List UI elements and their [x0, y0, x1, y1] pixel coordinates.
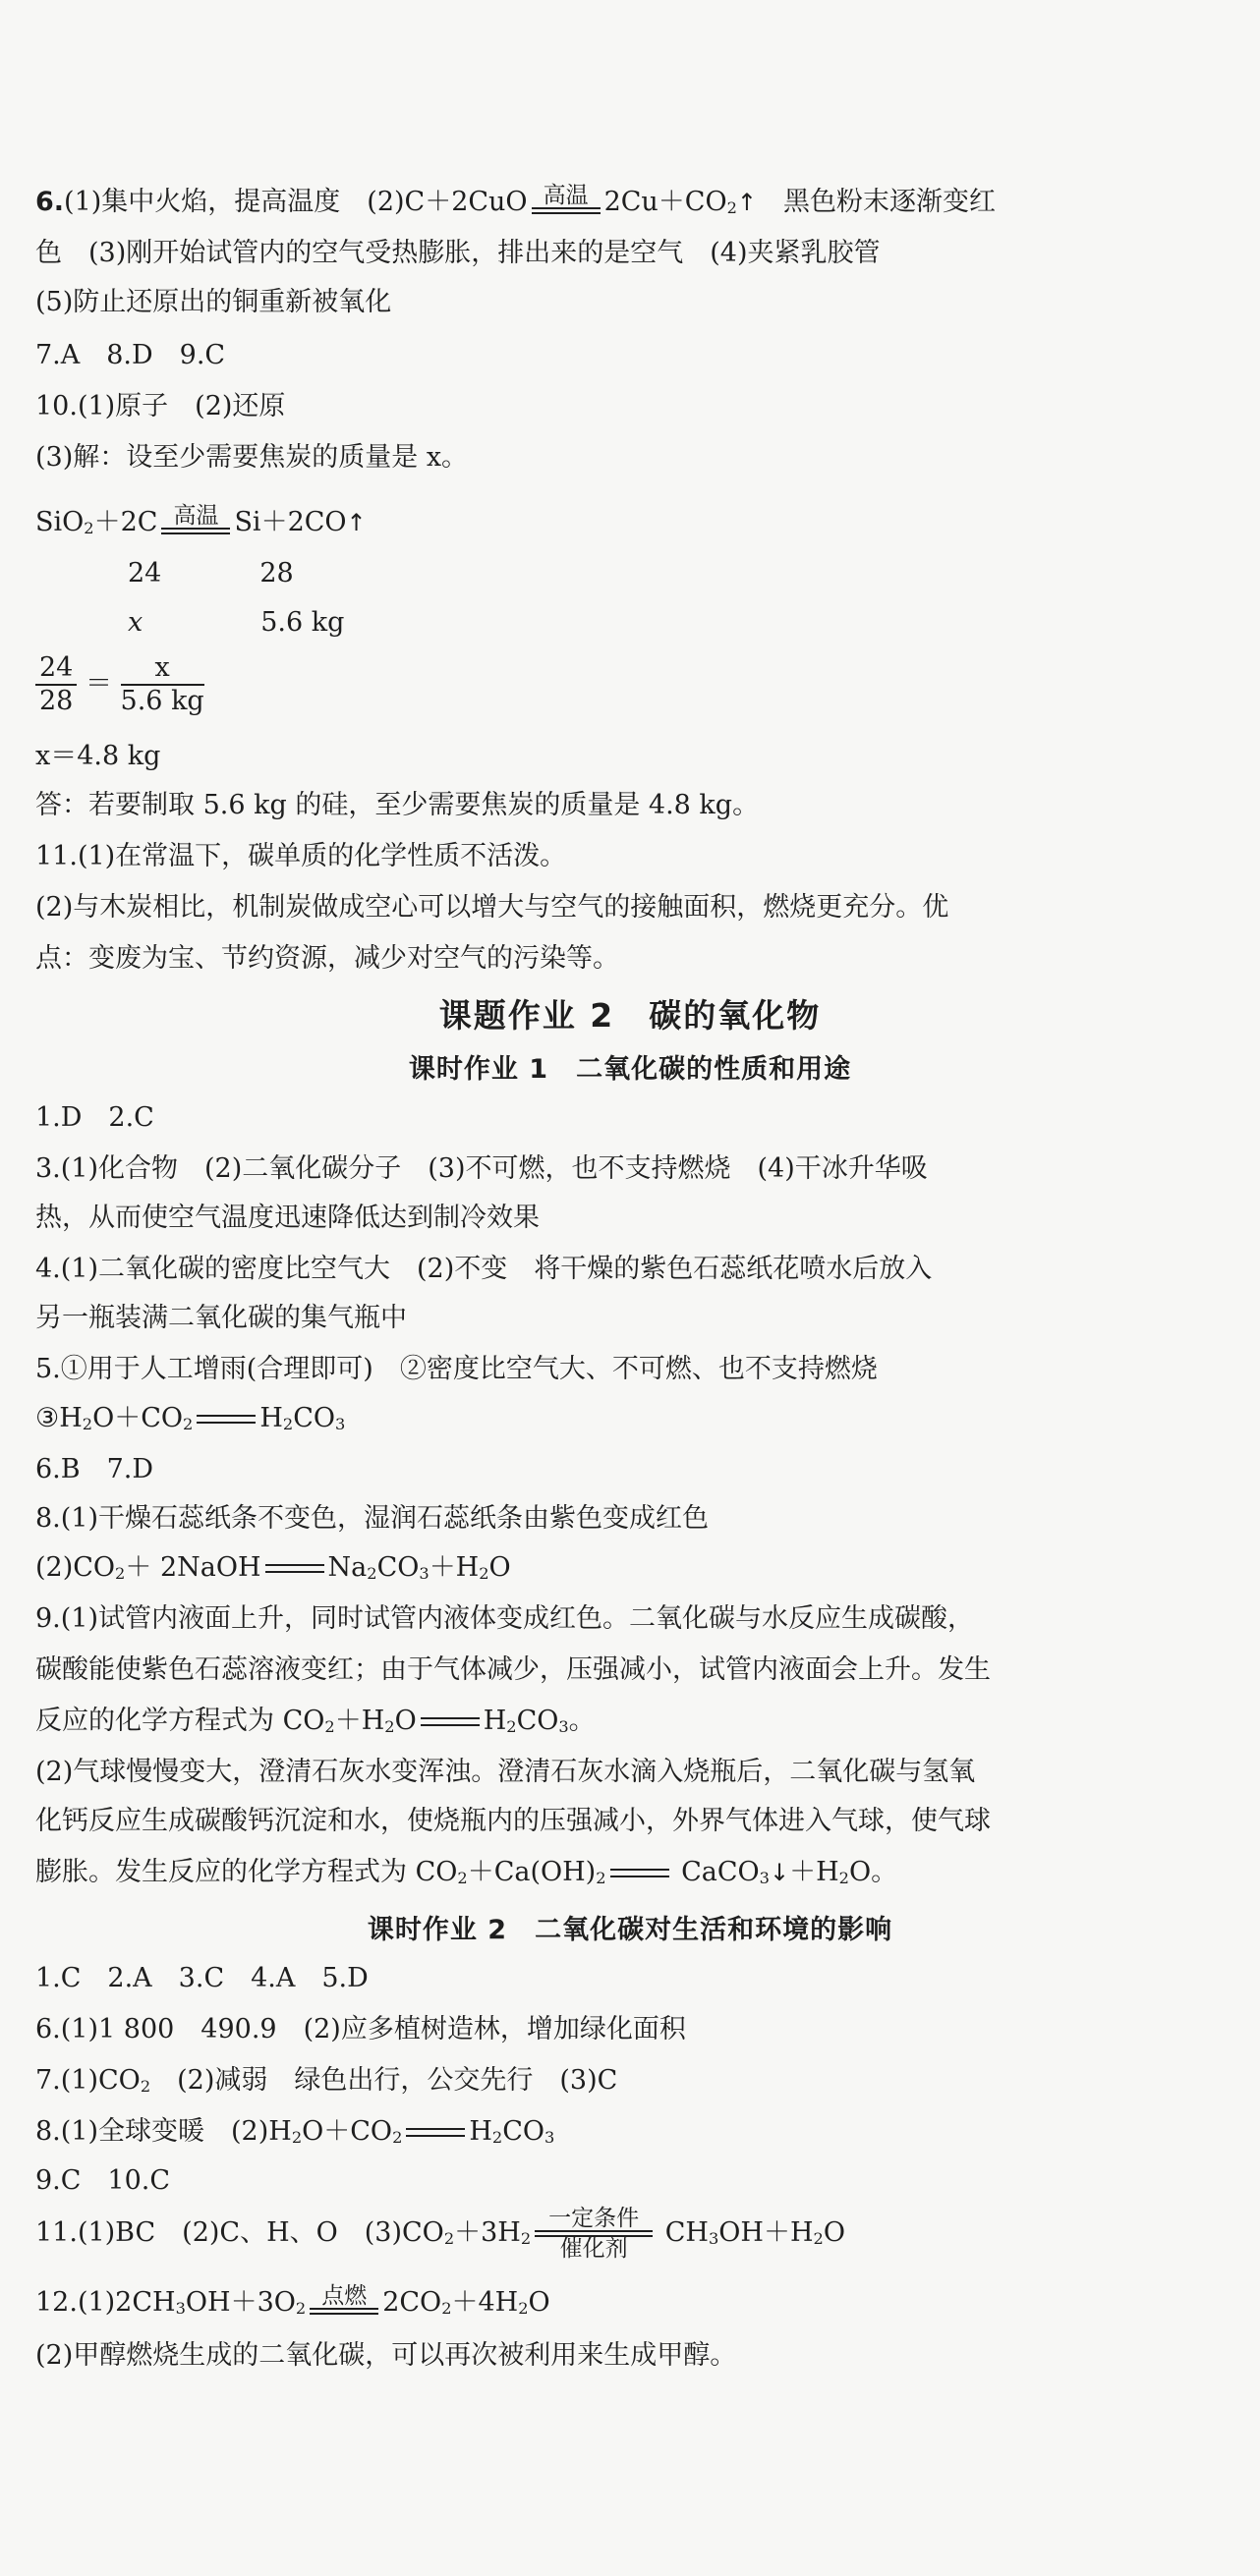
condition-high-temp: 高温 — [532, 184, 601, 214]
answer-11-line3: 点：变废为宝、节约资源，减少对空气的污染等。 — [35, 943, 619, 974]
t-answer-12-line2: (2)甲醇燃烧生成的二氧化碳，可以再次被利用来生成甲醇。 — [35, 2340, 737, 2371]
lesson-heading-1: 课时作业 1 二氧化碳的性质和用途 — [408, 1054, 852, 1085]
s-answer-9-line5: 化钙反应生成碳酸钙沉淀和水，使烧瓶内的压强减小，外界气体进入气球，使气球 — [35, 1806, 991, 1836]
proportion: $\frac{24}{28}$ ＝ $\frac{x}{5.6 kg}$ — [35, 652, 1231, 717]
s-answer-9-line1: 9.(1)试管内液面上升，同时试管内液体变成红色。二氧化碳与水反应生成碳酸， — [35, 1603, 975, 1634]
equation-sio2: SiO$_2$＋2C 高温 Si＋2CO↑ — [35, 503, 367, 537]
answer-6-line2: 色 (3)刚开始试管内的空气受热膨胀，排出来的是空气 (4)夹紧乳胶管 — [35, 238, 881, 268]
s-answer-9-line6: 膨胀。发生反应的化学方程式为 $CO_2+Ca(OH)_2$ $CaCO_3↓+H_2O$。 — [35, 1857, 898, 1887]
section-heading: 课题作业 2 碳的氧化物 — [438, 996, 822, 1035]
s-answer-9-line4: (2)气球慢慢变大，澄清石灰水变浑浊。澄清石灰水滴入烧瓶后，二氧化碳与氢氧 — [35, 1757, 976, 1787]
answer-11-line2: (2)与木炭相比，机制炭做成空心可以增大与空气的接触面积，燃烧更充分。优 — [35, 892, 949, 923]
s-answer-5-line1: 5.①用于人工增雨(合理即可) ②密度比空气大、不可燃、也不支持燃烧 — [35, 1354, 878, 1384]
s-answer-4-line2: 另一瓶装满二氧化碳的集气瓶中 — [35, 1303, 407, 1333]
answer-6-line1: 6.(1)集中火焰，提高温度 (2)C＋2CuO 高温 $2Cu+CO_2↑$ 黑色粉末逐渐变红 — [35, 183, 997, 217]
condition-high-temp-2: 高温 — [161, 504, 230, 534]
t-answer-9-10: 9.C 10.C — [35, 2165, 171, 2196]
s-answer-8-equation: $(2)CO_2+$ 2NaOH $Na_2CO_3+H_2O$ — [35, 1552, 511, 1583]
t-answer-7: $7.(1)CO_2$ (2)减弱 绿色出行，公交先行 (3)C — [35, 2065, 618, 2096]
t-answer-11: 11.(1)BC (2)C、H、O $(3)CO_2+3H_2$ 一定条件 催化剂 $CH_3OH+H_2O$ — [35, 2206, 845, 2262]
answer-10-conclusion: 答：若要制取 5.6 kg 的硅，至少需要焦炭的质量是 4.8 kg。 — [35, 790, 760, 820]
answer-10-line2: (3)解：设至少需要焦炭的质量是 x。 — [35, 442, 469, 473]
condition-catalyst: 一定条件 催化剂 — [535, 2207, 653, 2261]
condition-ignite: 点燃 — [310, 2284, 378, 2315]
t-answer-1-5: 1.C 2.A 3.C 4.A 5.D — [35, 1963, 369, 1993]
s-answer-5-equation: $③H_2O+CO_2$ $H_2CO_3$ — [35, 1403, 346, 1433]
mass-row-1: 24 28 — [128, 558, 294, 588]
t-answer-12-line1: $12.(1)2CH_3OH+3O_2$ 点燃 $2CO_2+4H_2O$ — [35, 2283, 550, 2318]
t-answer-6: 6.(1)1 800 490.9 (2)应多植树造林，增加绿化面积 — [35, 2014, 686, 2044]
s-answer-9-line3: 反应的化学方程式为 $CO_2+H_2O$ $H_2CO_3$。 — [35, 1706, 596, 1736]
answer-6-line3: (5)防止还原出的铜重新被氧化 — [35, 287, 392, 317]
mass-row-2: x 5.6 kg — [128, 607, 345, 638]
fraction-right: $\frac{x}{5.6 kg}$ — [120, 652, 204, 716]
s-answer-9-line2: 碳酸能使紫色石蕊溶液变红；由于气体减少，压强减小，试管内液面会上升。发生 — [35, 1654, 991, 1685]
s-answer-1-2: 1.D 2.C — [35, 1102, 154, 1133]
s-answer-6-7: 6.B 7.D — [35, 1454, 154, 1484]
fraction-left: $\frac{24}{28}$ — [35, 652, 77, 717]
t-answer-8: 8.(1)全球变暖 $(2)H_2O+CO_2$ $H_2CO_3$ — [35, 2116, 555, 2147]
answer-7-9: 7.A 8.D 9.C — [35, 340, 226, 370]
lesson-heading-2: 课时作业 2 二氧化碳对生活和环境的影响 — [367, 1915, 893, 1945]
s-answer-3-line1: 3.(1)化合物 (2)二氧化碳分子 (3)不可燃，也不支持燃烧 (4)干冰升华吸 — [35, 1153, 928, 1184]
answer-11-line1: 11.(1)在常温下，碳单质的化学性质不活泼。 — [35, 841, 567, 871]
s-answer-8-line1: 8.(1)干燥石蕊纸条不变色，湿润石蕊纸条由紫色变成红色 — [35, 1503, 710, 1534]
answer-x-value: x＝4.8 kg — [35, 741, 161, 771]
answer-10-line1: 10.(1)原子 (2)还原 — [35, 391, 286, 421]
s-answer-3-line2: 热，从而使空气温度迅速降低达到制冷效果 — [35, 1203, 540, 1233]
s-answer-4-line1: 4.(1)二氧化碳的密度比空气大 (2)不变 将干燥的紫色石蕊纸花喷水后放入 — [35, 1254, 933, 1284]
